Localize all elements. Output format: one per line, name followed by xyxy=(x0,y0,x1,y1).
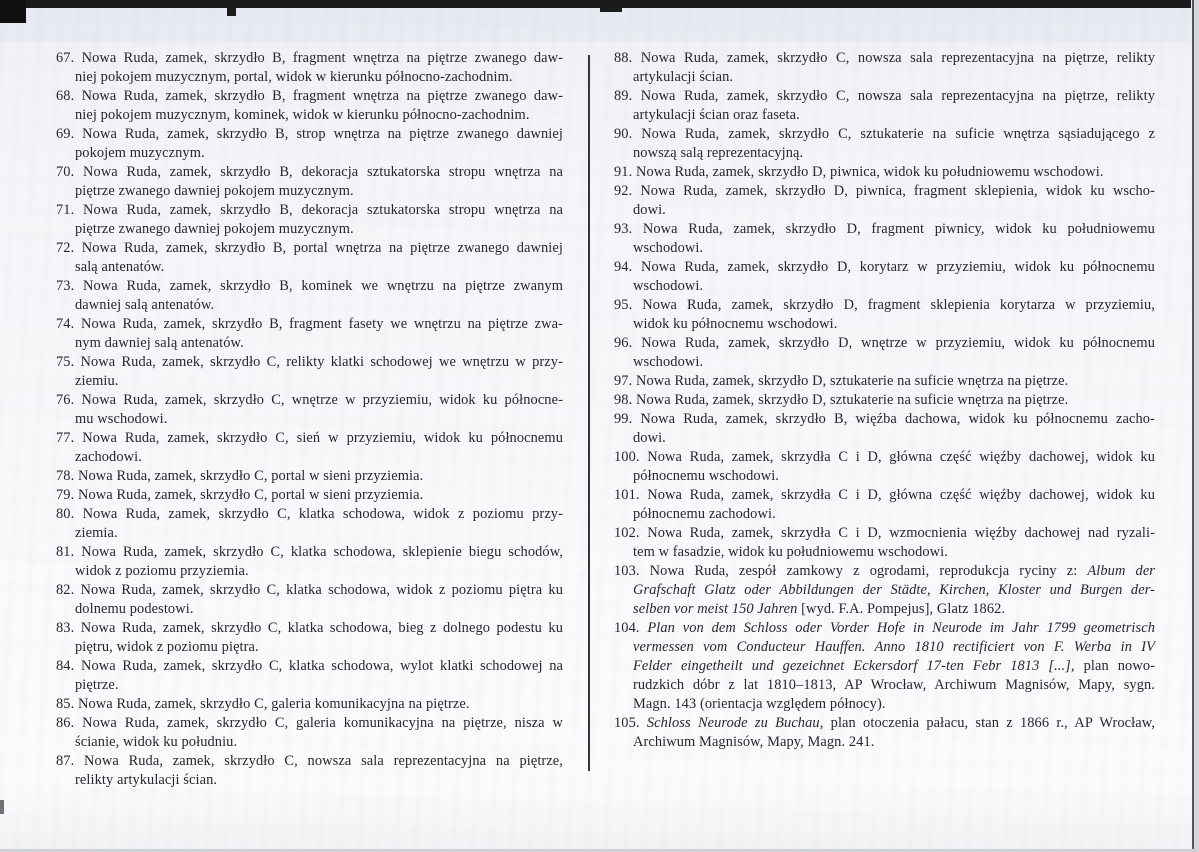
item-line xyxy=(56,543,563,562)
item-number: 76. xyxy=(56,392,82,408)
item-text: Nowa Ruda, zamek, skrzydła C i D, główna część więźby dachowej, widok ku xyxy=(647,487,1155,503)
item-line xyxy=(56,296,563,315)
list-item xyxy=(614,410,1155,448)
item-number: 88. xyxy=(614,50,641,66)
item-text: niej pokojem muzycznym, kominek, widok w kierunku północno-zachodnim. xyxy=(75,107,530,123)
list-item xyxy=(56,505,563,543)
item-line xyxy=(614,448,1155,467)
item-line xyxy=(56,49,563,68)
item-text: Nowa Ruda, zamek, skrzydło C, nowsza sala reprezentacyjna na piętrze, relikty xyxy=(640,50,1155,66)
item-number: 82. xyxy=(56,582,81,598)
item-line xyxy=(56,353,563,372)
right-column xyxy=(614,49,1155,752)
item-line xyxy=(56,771,563,790)
item-line xyxy=(614,182,1155,201)
item-number: 94. xyxy=(614,259,641,275)
item-text: Nowa Ruda, zamek, skrzydło D, sztukaterie na suficie wnętrza na piętrze. xyxy=(636,392,1069,408)
item-text: Felder eingetheilt und gezeichnet Eckersdorf 17-ten Febr 1813 [...], xyxy=(633,658,1075,674)
item-line xyxy=(56,68,563,87)
item-text: niej pokojem muzycznym, portal, widok w kierunku północno-zachodnim. xyxy=(75,69,513,85)
item-text: Nowa Ruda, zamek, skrzydło B, fragment fasety we wnętrzu na piętrze zwa- xyxy=(80,316,563,332)
item-text: pokojem muzycznym. xyxy=(75,145,205,161)
list-item xyxy=(56,467,563,486)
item-line xyxy=(614,239,1155,258)
item-text: Nowa Ruda, zamek, skrzydło C, galeria komunikacyjna na piętrze. xyxy=(78,696,470,712)
item-text: Schloss Neurode zu Buchau, xyxy=(646,715,824,731)
item-line xyxy=(56,467,563,486)
item-text: północnemu wschodowi. xyxy=(633,468,779,484)
left-column xyxy=(56,49,563,790)
item-text: Nowa Ruda, zamek, skrzydło B, fragment wnętrza na piętrze zwanego daw- xyxy=(81,50,563,66)
item-text: Grafschaft Glatz oder Abbildungen der Städte, Kirchen, Kloster und Burgen der- xyxy=(633,582,1155,598)
item-number: 69. xyxy=(56,126,83,142)
item-text: salą antenatów. xyxy=(75,259,165,275)
item-text: Plan von dem Schloss oder Vorder Hofe in Neurode im Jahr 1799 geometrisch xyxy=(647,620,1156,636)
list-item xyxy=(56,353,563,391)
item-line xyxy=(614,619,1155,638)
item-number: 67. xyxy=(56,50,82,66)
list-item xyxy=(614,391,1155,410)
item-text: Nowa Ruda, zamek, skrzydło D, piwnica, widok ku południowemu wschodowi. xyxy=(636,164,1104,180)
item-number: 68. xyxy=(56,88,82,104)
item-line xyxy=(614,315,1155,334)
item-text: vermessen vom Conducteur Hauffen. Anno 1810 rectificiert von F. Werba in IV xyxy=(633,639,1155,655)
item-text: Nowa Ruda, zamek, skrzydło C, nowsza sala reprezentacyjna na piętrze, xyxy=(84,753,563,769)
item-line xyxy=(56,125,563,144)
item-text: piętrze. xyxy=(75,677,119,693)
item-line xyxy=(56,258,563,277)
item-text: ziemia. xyxy=(75,525,118,541)
item-text: Nowa Ruda, zamek, skrzydło C, sztukaterie na suficie wnętrza sąsiadującego z xyxy=(641,126,1155,142)
item-text: wschodowi. xyxy=(633,278,704,294)
column-divider xyxy=(588,55,590,771)
list-item xyxy=(614,524,1155,562)
item-line xyxy=(614,638,1155,657)
item-text: Nowa Ruda, zamek, skrzydło C, klatka schodowa, widok z poziomu przy- xyxy=(82,506,563,522)
item-number: 98. xyxy=(614,392,636,408)
item-line xyxy=(614,125,1155,144)
item-line xyxy=(614,714,1155,733)
scan-top-shading xyxy=(0,8,1191,42)
item-text: Nowa Ruda, zamek, skrzydło C, sień w przyziemiu, widok ku północnemu xyxy=(82,430,563,446)
list-item xyxy=(56,657,563,695)
item-number: 84. xyxy=(56,658,81,674)
list-item xyxy=(614,334,1155,372)
list-item xyxy=(614,562,1155,619)
item-number: 72. xyxy=(56,240,82,256)
scan-left-edge-mark xyxy=(0,800,4,814)
item-line xyxy=(614,201,1155,220)
item-line xyxy=(614,68,1155,87)
list-item xyxy=(56,163,563,201)
item-line xyxy=(56,562,563,581)
list-item xyxy=(614,220,1155,258)
item-line xyxy=(614,220,1155,239)
item-line xyxy=(56,334,563,353)
item-number: 78. xyxy=(56,468,78,484)
list-item xyxy=(56,486,563,505)
item-number: 99. xyxy=(614,411,641,427)
item-line xyxy=(56,524,563,543)
item-text: Nowa Ruda, zamek, skrzydło C, nowsza sala reprezentacyjna na piętrze, relikty xyxy=(640,88,1155,104)
scan-corner-mark xyxy=(0,0,26,23)
item-line xyxy=(56,619,563,638)
item-number: 79. xyxy=(56,487,78,503)
item-line xyxy=(56,410,563,429)
item-number: 96. xyxy=(614,335,642,351)
item-line xyxy=(56,315,563,334)
item-text: piętru, widok z poziomu piętra. xyxy=(75,639,259,655)
item-number: 80. xyxy=(56,506,83,522)
item-text: artykulacji ścian. xyxy=(633,69,734,85)
item-number: 92. xyxy=(614,183,641,199)
item-line xyxy=(614,657,1155,676)
item-line xyxy=(614,372,1155,391)
item-number: 81. xyxy=(56,544,82,560)
item-number: 86. xyxy=(56,715,83,731)
item-text: [wyd. F.A. Pompejus], Glatz 1862. xyxy=(797,601,1006,617)
item-line xyxy=(614,733,1155,752)
list-item xyxy=(614,448,1155,486)
item-number: 70. xyxy=(56,164,84,180)
item-number: 102. xyxy=(614,525,648,541)
item-line xyxy=(56,277,563,296)
item-line xyxy=(56,201,563,220)
item-text: piętrze zwanego dawniej pokojem muzycznym. xyxy=(75,183,354,199)
item-number: 74. xyxy=(56,316,81,332)
item-text: Nowa Ruda, zamek, skrzydła C i D, wzmocnienia więźby dachowej nad ryzali- xyxy=(647,525,1156,541)
item-number: 87. xyxy=(56,753,85,769)
item-number: 77. xyxy=(56,430,83,446)
item-line xyxy=(614,467,1155,486)
item-text: dawniej salą antenatów. xyxy=(75,297,215,313)
item-number: 73. xyxy=(56,278,84,294)
item-text: wschodowi. xyxy=(633,354,704,370)
item-line xyxy=(56,144,563,163)
item-line xyxy=(614,600,1155,619)
list-item xyxy=(614,182,1155,220)
item-text: północnemu zachodowi. xyxy=(633,506,776,522)
item-text: Nowa Ruda, zamek, skrzydło C, galeria komunikacyjna na piętrze, nisza w xyxy=(82,715,563,731)
list-item xyxy=(614,125,1155,163)
item-text: selben vor meist 150 Jahren xyxy=(633,601,798,617)
item-text: Nowa Ruda, zamek, skrzydło D, piwnica, fragment sklepienia, widok ku wscho- xyxy=(640,183,1155,199)
item-number: 95. xyxy=(614,297,643,313)
item-line xyxy=(614,334,1155,353)
list-item xyxy=(56,49,563,87)
item-line xyxy=(56,638,563,657)
item-line xyxy=(56,600,563,619)
list-item xyxy=(614,163,1155,182)
item-text: Nowa Ruda, zamek, skrzydło B, portal wnętrza na piętrze zwanego dawniej xyxy=(81,240,563,256)
item-line xyxy=(56,657,563,676)
item-text: Nowa Ruda, zamek, skrzydło B, fragment wnętrza na piętrze zwanego daw- xyxy=(81,88,563,104)
list-item xyxy=(614,372,1155,391)
item-line xyxy=(614,87,1155,106)
item-line xyxy=(614,391,1155,410)
item-text: nowszą salą reprezentacyjną. xyxy=(633,145,804,161)
list-item xyxy=(56,201,563,239)
item-line xyxy=(56,391,563,410)
item-line xyxy=(56,581,563,600)
item-text: Nowa Ruda, zamek, skrzydło B, więźba dachowa, widok ku północnemu zacho- xyxy=(640,411,1155,427)
item-text: piętrze zwanego dawniej pokojem muzycznym. xyxy=(75,221,354,237)
item-text: artykulacji ścian oraz faseta. xyxy=(633,107,800,123)
item-text: Nowa Ruda, zamek, skrzydło C, portal w sieni przyziemia. xyxy=(78,487,424,503)
item-line xyxy=(56,182,563,201)
list-item xyxy=(56,87,563,125)
item-text: Nowa Ruda, zamek, skrzydło B, strop wnętrza na piętrze zwanego dawniej xyxy=(82,126,563,142)
list-item xyxy=(614,296,1155,334)
item-text: Nowa Ruda, zamek, skrzydło C, klatka schodowa, bieg z dolnego podestu ku xyxy=(80,620,563,636)
item-number: 93. xyxy=(614,221,643,237)
item-text: ziemiu. xyxy=(75,373,119,389)
list-item xyxy=(614,714,1155,752)
item-number: 75. xyxy=(56,354,81,370)
item-line xyxy=(56,486,563,505)
item-line xyxy=(614,676,1155,695)
item-text: nym dawniej salą antenatów. xyxy=(75,335,244,351)
item-line xyxy=(614,543,1155,562)
item-text: ścianie, widok ku południu. xyxy=(75,734,238,750)
item-text: Nowa Ruda, zamek, skrzydło C, portal w sieni przyziemia. xyxy=(78,468,424,484)
list-item xyxy=(56,752,563,790)
item-number: 97. xyxy=(614,373,636,389)
item-text: Nowa Ruda, zamek, skrzydło D, fragment piwnicy, widok ku południowemu xyxy=(642,221,1155,237)
item-line xyxy=(56,372,563,391)
scan-top-edge xyxy=(0,0,1191,8)
item-text: zachodowi. xyxy=(75,449,142,465)
item-line xyxy=(56,676,563,695)
list-item xyxy=(56,581,563,619)
item-line xyxy=(614,49,1155,68)
item-text: Archiwum Magnisów, Mapy, Magn. 241. xyxy=(633,734,875,750)
item-line xyxy=(614,353,1155,372)
item-line xyxy=(614,695,1155,714)
item-line xyxy=(56,87,563,106)
item-line xyxy=(614,144,1155,163)
list-item xyxy=(614,486,1155,524)
item-text: dowi. xyxy=(633,202,666,218)
item-text: Nowa Ruda, zamek, skrzydła C i D, główna część więźby dachowej, widok ku xyxy=(647,449,1155,465)
item-text: widok z poziomu przyziemia. xyxy=(75,563,249,579)
item-line xyxy=(56,239,563,258)
scan-edge-mark-2 xyxy=(600,7,622,12)
item-text: Nowa Ruda, zamek, skrzydło B, dekoracja sztukatorska stropu wnętrza na xyxy=(83,164,563,180)
item-text: Nowa Ruda, zamek, skrzydło C, klatka schodowa, widok z poziomu piętra ku xyxy=(80,582,563,598)
item-line xyxy=(56,163,563,182)
item-text: wschodowi. xyxy=(633,240,704,256)
item-line xyxy=(56,733,563,752)
list-item xyxy=(614,87,1155,125)
item-text: dolnemu podestowi. xyxy=(75,601,194,617)
item-line xyxy=(614,505,1155,524)
item-line xyxy=(614,562,1155,581)
list-item xyxy=(56,277,563,315)
item-text: Nowa Ruda, zamek, skrzydło B, dekoracja sztukatorska stropu wnętrza na xyxy=(83,202,563,218)
item-text: plan otoczenia pałacu, stan z 1866 r., AP Wrocław, xyxy=(823,715,1155,731)
list-item xyxy=(56,429,563,467)
item-text: tem w fasadzie, widok ku południowemu wschodowi. xyxy=(633,544,948,560)
list-item xyxy=(614,49,1155,87)
item-number: 89. xyxy=(614,88,641,104)
item-line xyxy=(56,220,563,239)
list-item xyxy=(56,315,563,353)
item-line xyxy=(614,277,1155,296)
list-item xyxy=(56,391,563,429)
item-number: 85. xyxy=(56,696,78,712)
item-line xyxy=(56,429,563,448)
item-number: 104. xyxy=(614,620,648,636)
item-text: Nowa Ruda, zamek, skrzydło D, fragment sklepienia korytarza w przyziemiu, xyxy=(642,297,1155,313)
item-line xyxy=(614,486,1155,505)
item-number: 101. xyxy=(614,487,648,503)
item-line xyxy=(614,258,1155,277)
list-item xyxy=(614,258,1155,296)
item-text: Nowa Ruda, zamek, skrzydło C, relikty klatki schodowej we wnętrzu w przy- xyxy=(80,354,563,370)
item-text: plan nowo- xyxy=(1074,658,1156,674)
scan-edge-mark xyxy=(227,7,236,16)
item-line xyxy=(56,714,563,733)
item-text: Nowa Ruda, zamek, skrzydło D, sztukaterie na suficie wnętrza na piętrze. xyxy=(636,373,1069,389)
item-line xyxy=(614,429,1155,448)
item-text: Nowa Ruda, zamek, skrzydło D, wnętrze w przyziemiu, widok ku północnemu xyxy=(641,335,1155,351)
item-number: 100. xyxy=(614,449,648,465)
item-number: 103. xyxy=(614,563,650,579)
item-text: Nowa Ruda, zamek, skrzydło D, korytarz w przyziemiu, widok ku północnemu xyxy=(640,259,1155,275)
scan-right-edge-line xyxy=(1192,0,1194,852)
item-text: dowi. xyxy=(633,430,666,446)
item-line xyxy=(614,581,1155,600)
item-line xyxy=(56,695,563,714)
item-number: 91. xyxy=(614,164,636,180)
list-item xyxy=(56,714,563,752)
list-item xyxy=(56,543,563,581)
list-item xyxy=(56,239,563,277)
item-number: 71. xyxy=(56,202,84,218)
item-text: Nowa Ruda, zespół zamkowy z ogrodami, reprodukcja ryciny z: xyxy=(649,563,1088,579)
item-line xyxy=(614,163,1155,182)
item-text: Nowa Ruda, zamek, skrzydło C, klatka schodowa, sklepienie biegu schodów, xyxy=(81,544,563,560)
item-text: Nowa Ruda, zamek, skrzydło B, kominek we wnętrzu na piętrze zwanym xyxy=(83,278,563,294)
item-line xyxy=(614,524,1155,543)
item-line xyxy=(56,106,563,125)
item-text: Nowa Ruda, zamek, skrzydło C, wnętrze w przyziemiu, widok ku północne- xyxy=(81,392,563,408)
item-text: Magn. 143 (orientacja względem północy). xyxy=(633,696,886,712)
item-text: Album der xyxy=(1087,563,1156,579)
item-number: 83. xyxy=(56,620,81,636)
item-text: widok ku północnemu wschodowi. xyxy=(633,316,838,332)
item-text: relikty artykulacji ścian. xyxy=(75,772,218,788)
item-text: mu wschodowi. xyxy=(75,411,168,427)
item-line xyxy=(614,106,1155,125)
list-item xyxy=(614,619,1155,714)
item-number: 105. xyxy=(614,715,647,731)
item-line xyxy=(614,410,1155,429)
item-text: rudzkich dóbr z lat 1810–1813, AP Wrocław, Archiwum Magnisów, Mapy, sygn. xyxy=(633,677,1155,693)
list-item xyxy=(56,125,563,163)
list-item xyxy=(56,619,563,657)
item-line xyxy=(56,505,563,524)
item-line xyxy=(614,296,1155,315)
item-text: Nowa Ruda, zamek, skrzydło C, klatka schodowa, wylot klatki schodowej na xyxy=(80,658,563,674)
item-line xyxy=(56,752,563,771)
item-line xyxy=(56,448,563,467)
item-number: 90. xyxy=(614,126,642,142)
list-item xyxy=(56,695,563,714)
